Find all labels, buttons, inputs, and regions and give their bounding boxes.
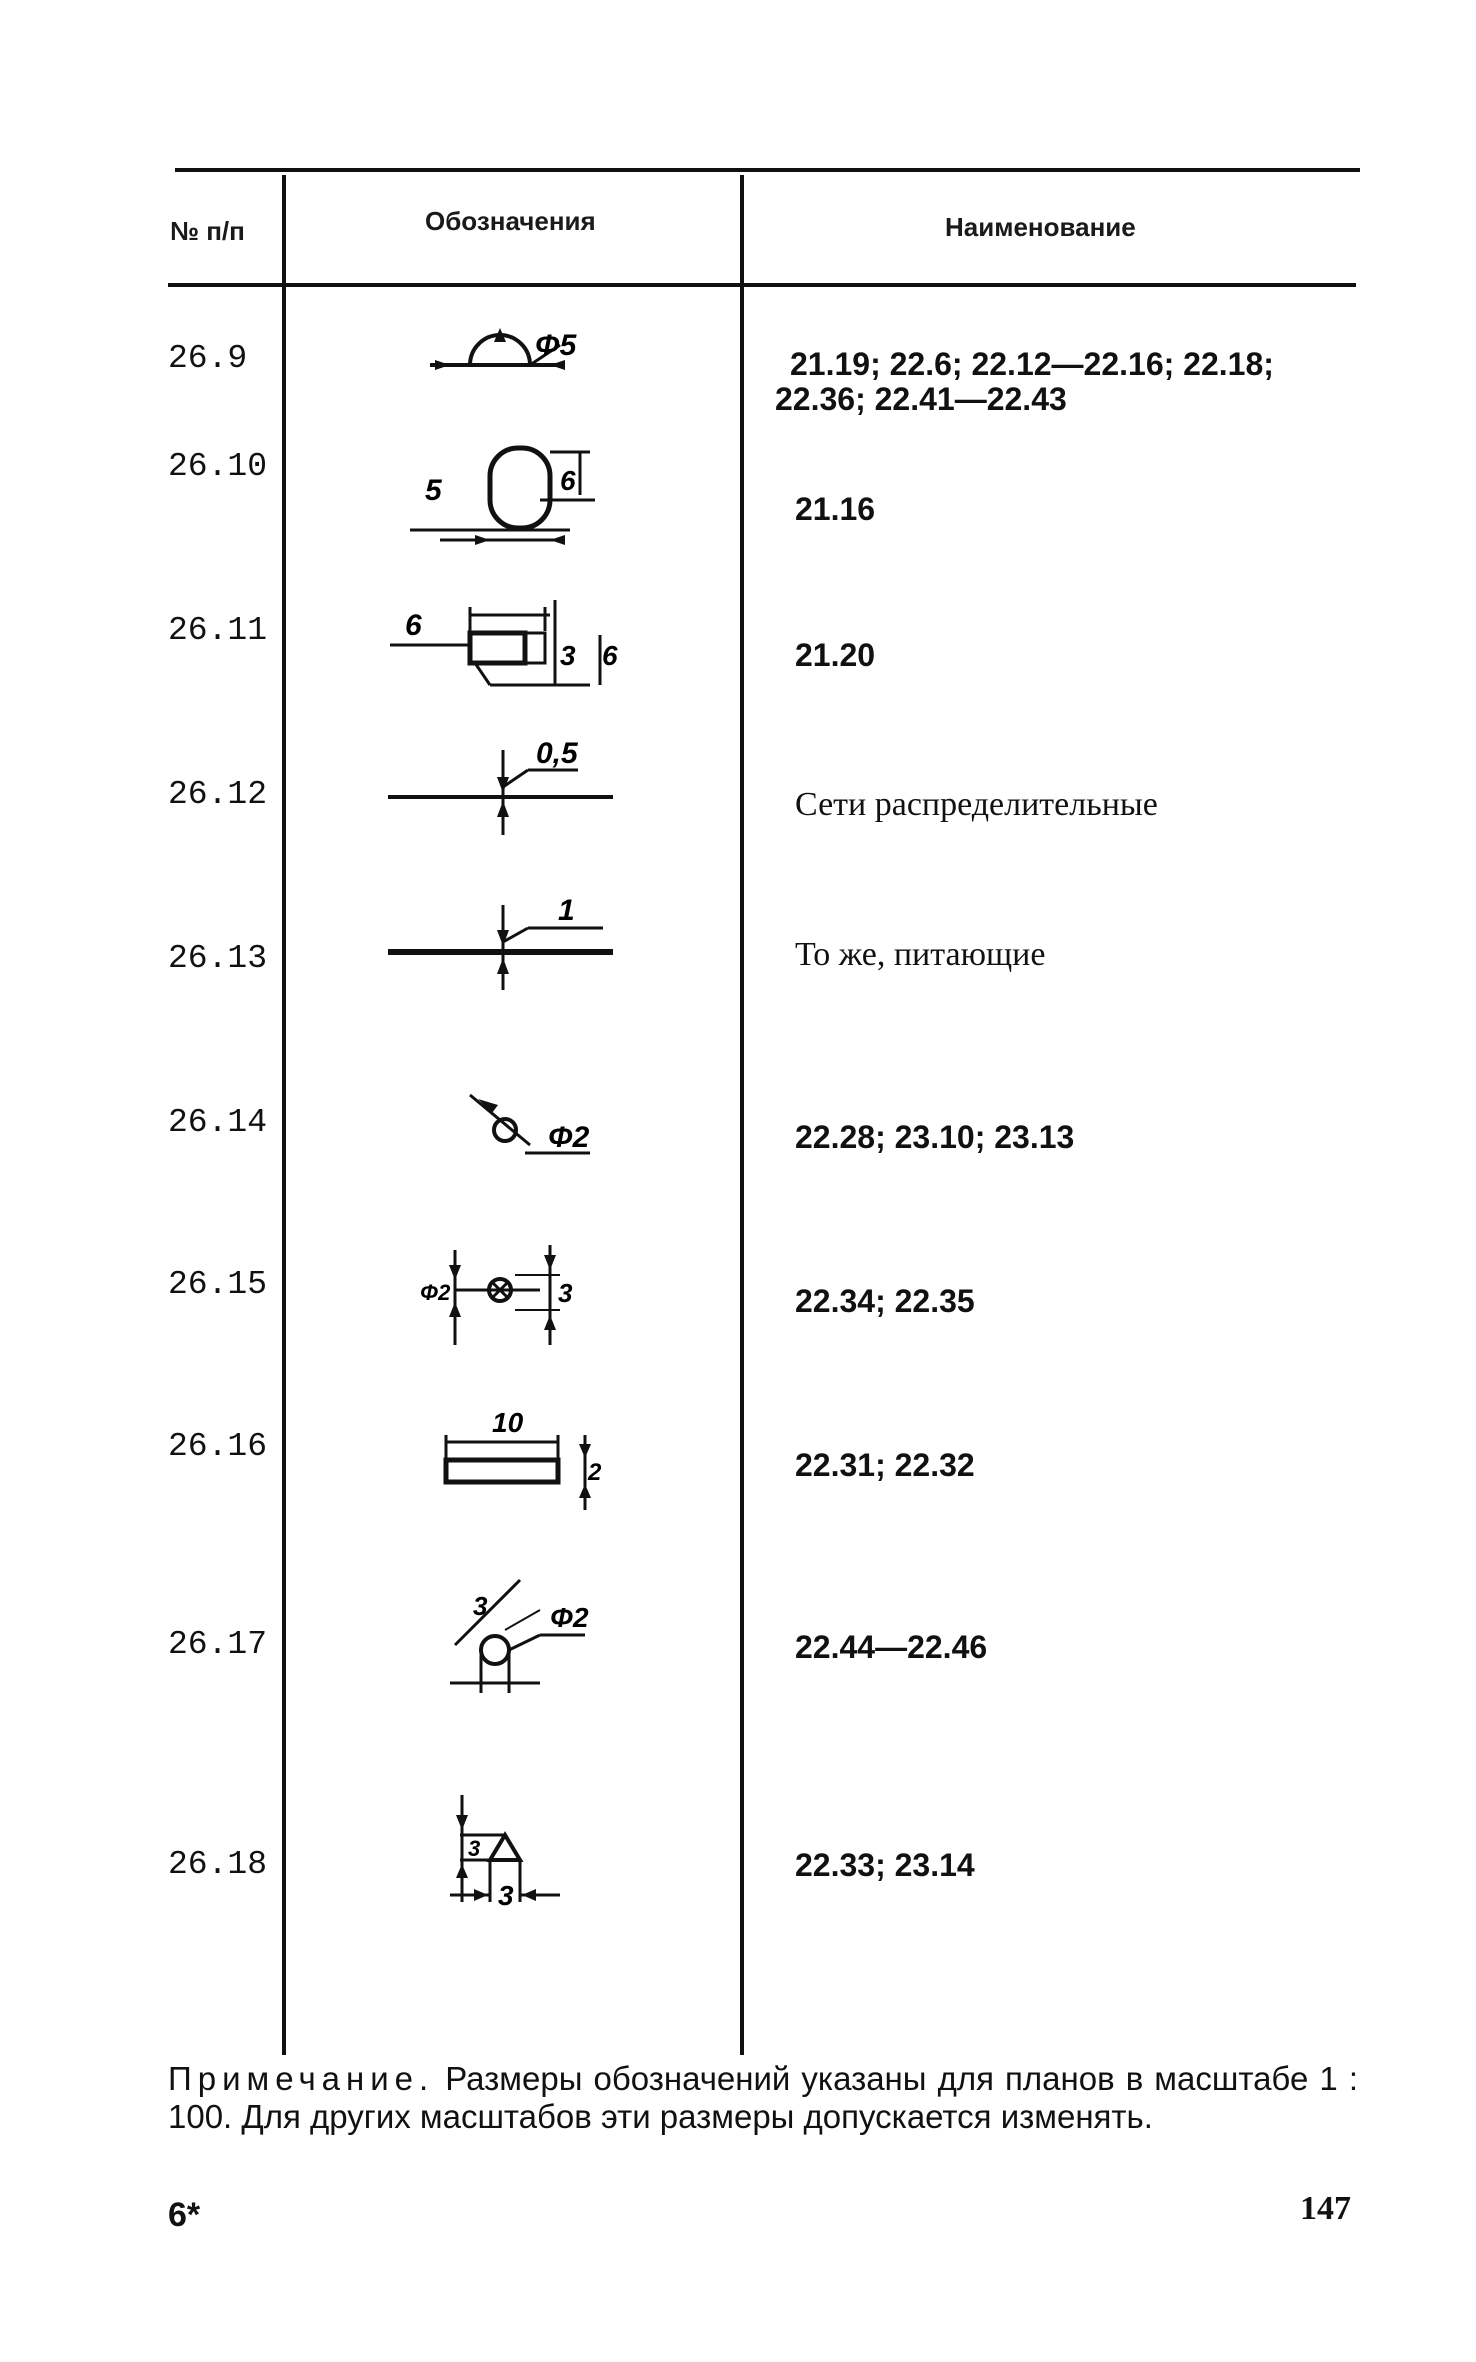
- row-name-cont: 22.36; 22.41—22.43: [775, 381, 1067, 417]
- symbol-label-a: 3: [473, 1591, 488, 1621]
- symbol-label-a: Φ2: [420, 1280, 451, 1305]
- row-number: 26.11: [168, 612, 268, 649]
- row-number: 26.13: [168, 940, 268, 977]
- symbol-26-18: [430, 1790, 600, 1920]
- symbol-label-b: Φ2: [550, 1602, 589, 1633]
- row-name: 22.28; 23.10; 23.13: [795, 1119, 1075, 1155]
- symbol-label: Φ2: [548, 1121, 590, 1154]
- signature-mark: 6*: [168, 2196, 201, 2234]
- row-number: 26.10: [168, 448, 268, 485]
- row-name: Сети распределительные: [795, 786, 1158, 823]
- symbol-label-a: 3: [468, 1836, 481, 1861]
- symbol-26-14: [470, 1095, 610, 1165]
- row-number: 26.18: [168, 1846, 268, 1883]
- table-note: [168, 2060, 1358, 2136]
- symbol-label: 1: [558, 894, 575, 927]
- table-header-rule: [168, 283, 1356, 287]
- symbol-label-b: 6: [560, 465, 576, 496]
- note-label: Примечание.: [168, 2060, 435, 2097]
- symbol-26-15: [420, 1240, 580, 1350]
- row-name: 21.20: [795, 637, 876, 673]
- header-symbols: Обозначения: [425, 206, 596, 236]
- symbol-26-11: [390, 595, 640, 705]
- symbol-26-16: [440, 1400, 600, 1510]
- row-name: 22.33; 23.14: [795, 1847, 975, 1883]
- row-name: То же, питающие: [795, 936, 1046, 973]
- symbol-label-a: 6: [405, 609, 422, 642]
- row-number: 26.14: [168, 1104, 268, 1141]
- symbol-26-12: [388, 735, 628, 835]
- row-name: 22.31; 22.32: [795, 1447, 975, 1483]
- row-name: 22.34; 22.35: [795, 1283, 975, 1319]
- row-number: 26.15: [168, 1266, 268, 1303]
- symbol-label-a: 10: [492, 1407, 524, 1438]
- symbol-label: Φ5: [535, 329, 577, 362]
- row-number: 26.9: [168, 340, 248, 377]
- symbol-label-a: 5: [425, 474, 442, 507]
- row-name: 21.19; 22.6; 22.12—22.16; 22.18;: [790, 346, 1274, 382]
- column-divider-1: [282, 175, 286, 2055]
- column-divider-2: [740, 175, 744, 2055]
- symbol-26-17: [445, 1565, 605, 1705]
- symbol-26-10: [410, 440, 610, 550]
- header-number: № п/п: [170, 216, 245, 246]
- symbol-label-b: 3: [498, 1880, 514, 1911]
- symbol-label-c: 6: [602, 640, 618, 671]
- row-name: 21.16: [795, 491, 876, 527]
- row-number: 26.16: [168, 1428, 268, 1465]
- symbol-label-b: 3: [558, 1278, 573, 1308]
- symbol-26-9: [425, 310, 605, 380]
- symbol-label-b: 2: [588, 1459, 602, 1486]
- row-name: 22.44—22.46: [795, 1629, 988, 1665]
- page-number: 147: [1300, 2190, 1351, 2227]
- symbol-label: 0,5: [536, 737, 578, 770]
- note-text: Размеры обозначений указаны для планов в масштабе 1 : 100. Для других масштабов эти размеры допускается изменять.: [168, 2060, 1358, 2135]
- row-number: 26.17: [168, 1626, 268, 1663]
- header-name: Наименование: [945, 212, 1136, 242]
- table-top-rule: [175, 168, 1360, 172]
- symbol-label-b: 3: [560, 640, 576, 671]
- symbol-26-13: [388, 890, 628, 1000]
- row-number: 26.12: [168, 776, 268, 813]
